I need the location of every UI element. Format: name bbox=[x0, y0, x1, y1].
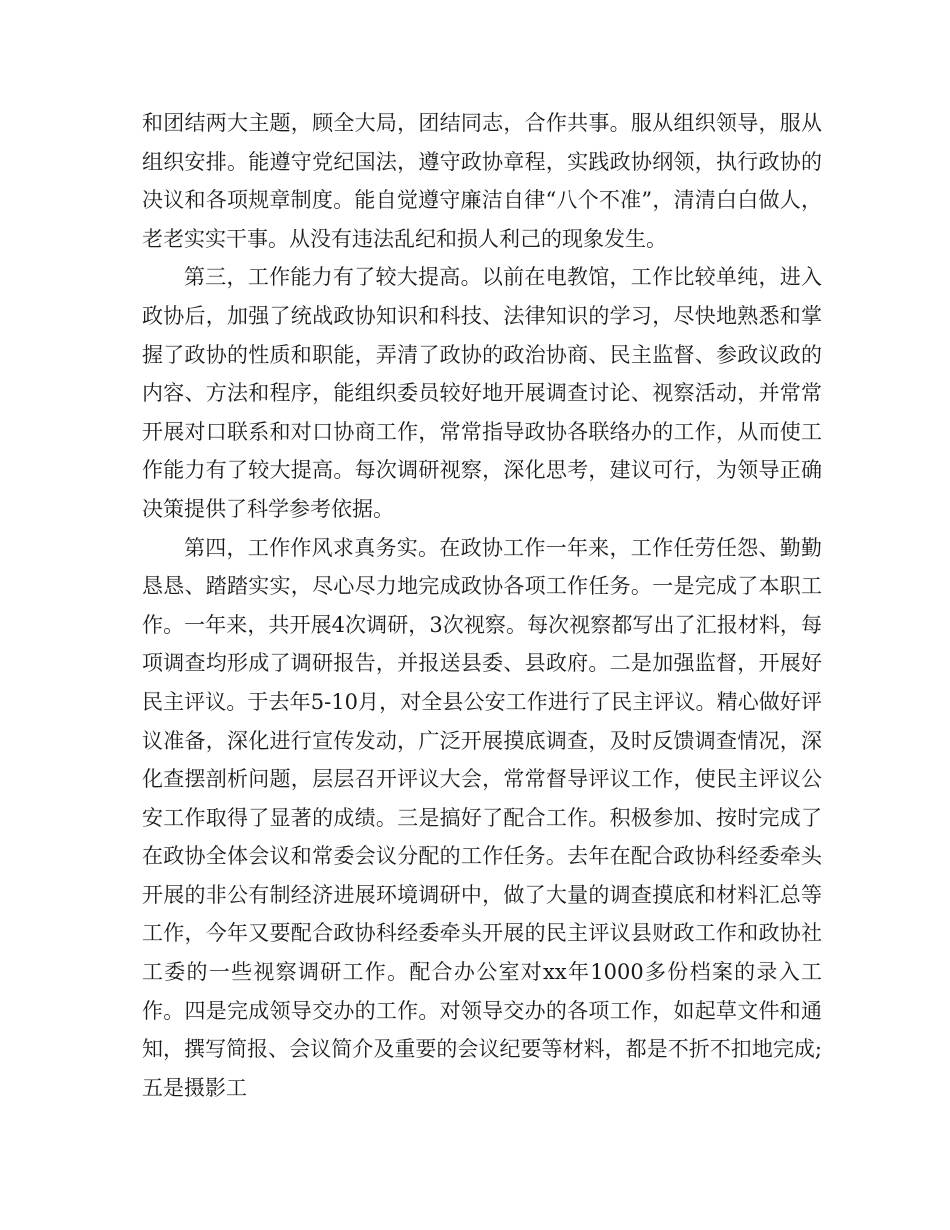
document-body bbox=[142, 104, 822, 1107]
paragraph-fourth-point: 第四，工作作风求真务实。在政协工作一年来，工作任劳任怨、勤勤恳恳、踏踏实实，尽心尽力地完成政协各项工作任务。一是完成了本职工作。一年来，共开展4次调研，3次视察。每次视察都写出了汇报材料，每项调查均形成了调研报告，并报送县委、县政府。二是加强监督，开展好民主评议。于去年5-10月，对全县公安工作进行了民主评议。精心做好评议准备，深化进行宣传发动，广泛开展摸底调查，及时反馈调查情况，深化查摆剖析问题，层层召开评议大会，常常督导评议工作，使民主评议公安工作取得了显著的成绩。三是搞好了配合工作。积极参加、按时完成了在政协全体会议和常委会议分配的工作任务。去年在配合政协科经委牵头开展的非公有制经济进展环境调研中，做了大量的调查摸底和材料汇总等工作，今年又要配合政协科经委牵头开展的民主评议县财政工作和政协社工委的一些视察调研工作。配合办公室对xx年1000多份档案的录入工作。四是完成领导交办的工作。对领导交办的各项工作，如起草文件和通知，撰写简报、会议简介及重要的会议纪要等材料，都是不折不扣地完成;五是摄影工 bbox=[142, 535, 822, 1100]
paragraph-third-point: 第三，工作能力有了较大提高。以前在电教馆，工作比较单纯，进入政协后，加强了统战政协知识和科技、法律知识的学习，尽快地熟悉和掌握了政协的性质和职能，弄清了政协的政治协商、民主监督、参政议政的内容、方法和程序，能组织委员较好地开展调查讨论、视察活动，并常常开展对口联系和对口协商工作，常常指导政协各联络办的工作，从而使工作能力有了较大提高。每次调研视察，深化思考，建议可行，为领导正确决策提供了科学参考依据。 bbox=[142, 265, 822, 521]
paragraph-continuation: 和团结两大主题，顾全大局，团结同志，合作共事。服从组织领导，服从组织安排。能遵守党纪国法，遵守政协章程，实践政协纲领，执行政协的决议和各项规章制度。能自觉遵守廉洁自律“八个不准”，清清白白做人，老老实实干事。从没有违法乱纪和损人利己的现象发生。 bbox=[142, 111, 822, 251]
